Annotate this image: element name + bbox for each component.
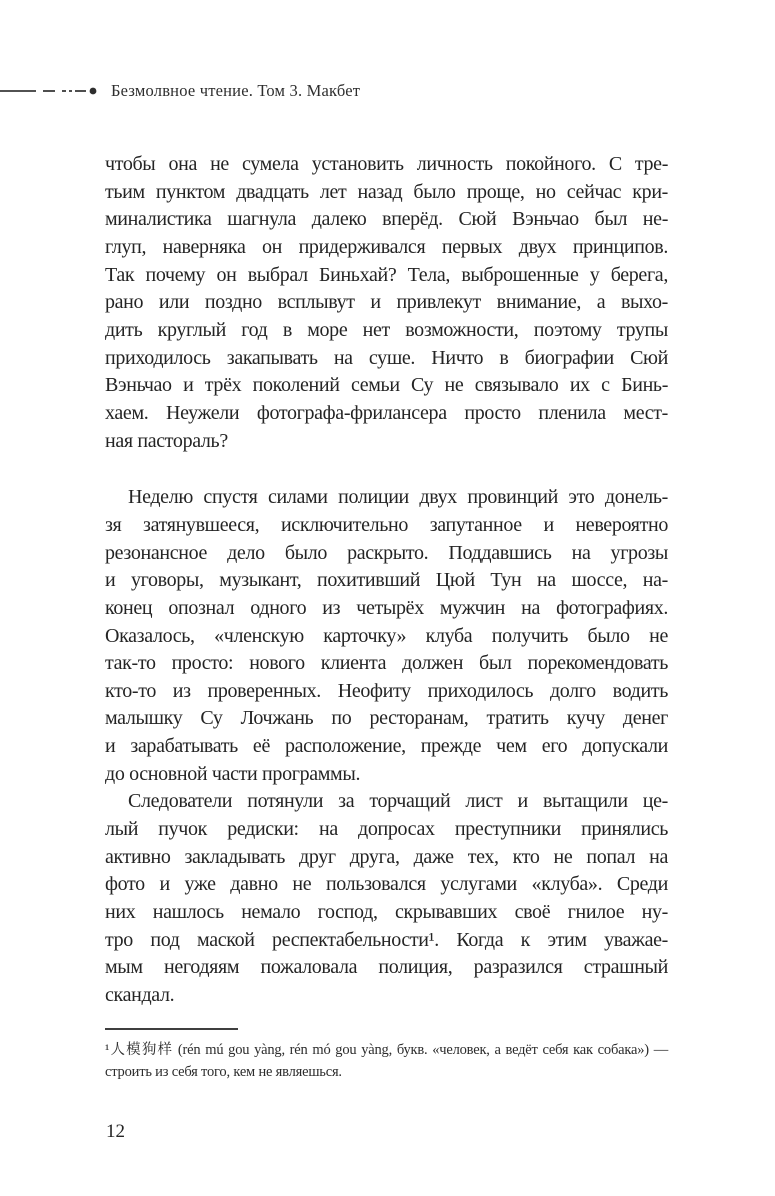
text-line: тро под маской респектабельности¹. Когда к этим уважае-	[105, 928, 668, 951]
text-line: Вэньчао и трёх поколений семьи Су не связывало их с Бинь-	[105, 374, 668, 397]
header-ornament-icon	[0, 86, 100, 96]
footnote	[105, 1028, 668, 1083]
text-line: Неделю спустя силами полиции двух провинций это донель-	[128, 486, 668, 509]
text-line: Так почему он выбрал Биньхай? Тела, выброшенные у берега,	[105, 263, 668, 286]
text-line: глуп, наверняка он придерживался первых двух принципов.	[105, 235, 668, 258]
text-line: них нашлось немало господ, скрывавших своё гнилое ну-	[105, 901, 668, 924]
running-header	[0, 82, 360, 100]
body-text	[105, 151, 668, 1010]
text-line: миналистика шагнула далеко вперёд. Сюй Вэньчао был не-	[105, 208, 668, 231]
footnote-separator-rule	[105, 1028, 238, 1030]
paragraph	[105, 788, 668, 1009]
text-line: активно закладывать друг друга, даже тех, кто не попал на	[105, 845, 668, 868]
text-line: и зарабатывать её расположение, прежде чем его допускали	[105, 735, 668, 758]
text-line: зя затянувшееся, исключительно запутанное и невероятно	[105, 513, 668, 536]
footnote-text	[105, 1040, 668, 1083]
text-line: чтобы она не сумела установить личность покойного. С тре-	[105, 153, 668, 175]
text-line: резонансное дело было раскрыто. Поддавшись на угрозы	[105, 541, 668, 564]
text-line: так-то просто: нового клиента должен был порекомендовать	[105, 652, 668, 675]
text-line: малышку Су Лочжань по ресторанам, тратить кучу денег	[105, 707, 668, 730]
text-line: рано или поздно всплывут и привлекут внимание, а выхо-	[105, 291, 668, 314]
text-line: до основной части программы.	[105, 762, 361, 785]
text-line: фото и уже давно не пользовался услугами «клуба». Среди	[105, 873, 668, 896]
text-line: конец опознал одного из четырёх мужчин на фотографиях.	[105, 596, 668, 619]
text-line: хаем. Неужели фотографа-фрилансера просто пленила мест-	[105, 401, 668, 424]
text-line: Оказалось, «членскую карточку» клуба получить было не	[105, 624, 668, 647]
paragraph	[105, 484, 668, 788]
paragraph	[105, 151, 668, 455]
text-line: скандал.	[105, 984, 175, 1007]
footnote-line: ¹人模狗样 (rén mú gou yàng, rén mó gou yàng, букв. «человек, а ведёт себя как собака») —	[105, 1042, 668, 1058]
text-line: мым негодяям пожаловала полиция, разразился страшный	[105, 956, 668, 979]
page-number: 12	[106, 1121, 125, 1142]
text-line: приходилось закапывать на суше. Ничто в биографии Сюй	[105, 346, 668, 369]
text-line: лый пучок редиски: на допросах преступники принялись	[105, 818, 668, 841]
footnote-line: строить из себя того, кем не являешься.	[105, 1063, 342, 1080]
text-line: Следователи потянули за торчащий лист и вытащили це-	[128, 790, 668, 813]
text-line: ная пастораль?	[105, 429, 228, 452]
text-line: кто-то из проверенных. Неофиту приходилось долго водить	[105, 679, 668, 702]
text-line: и уговоры, музыкант, похитивший Цюй Тун на шоссе, на-	[105, 569, 668, 592]
running-header-title: Безмолвное чтение. Том 3. Макбет	[111, 81, 361, 100]
text-line: дить круглый год в море нет возможности, поэтому трупы	[105, 318, 668, 341]
text-line: тьим пунктом двадцать лет назад было проще, но сейчас кри-	[105, 180, 668, 203]
